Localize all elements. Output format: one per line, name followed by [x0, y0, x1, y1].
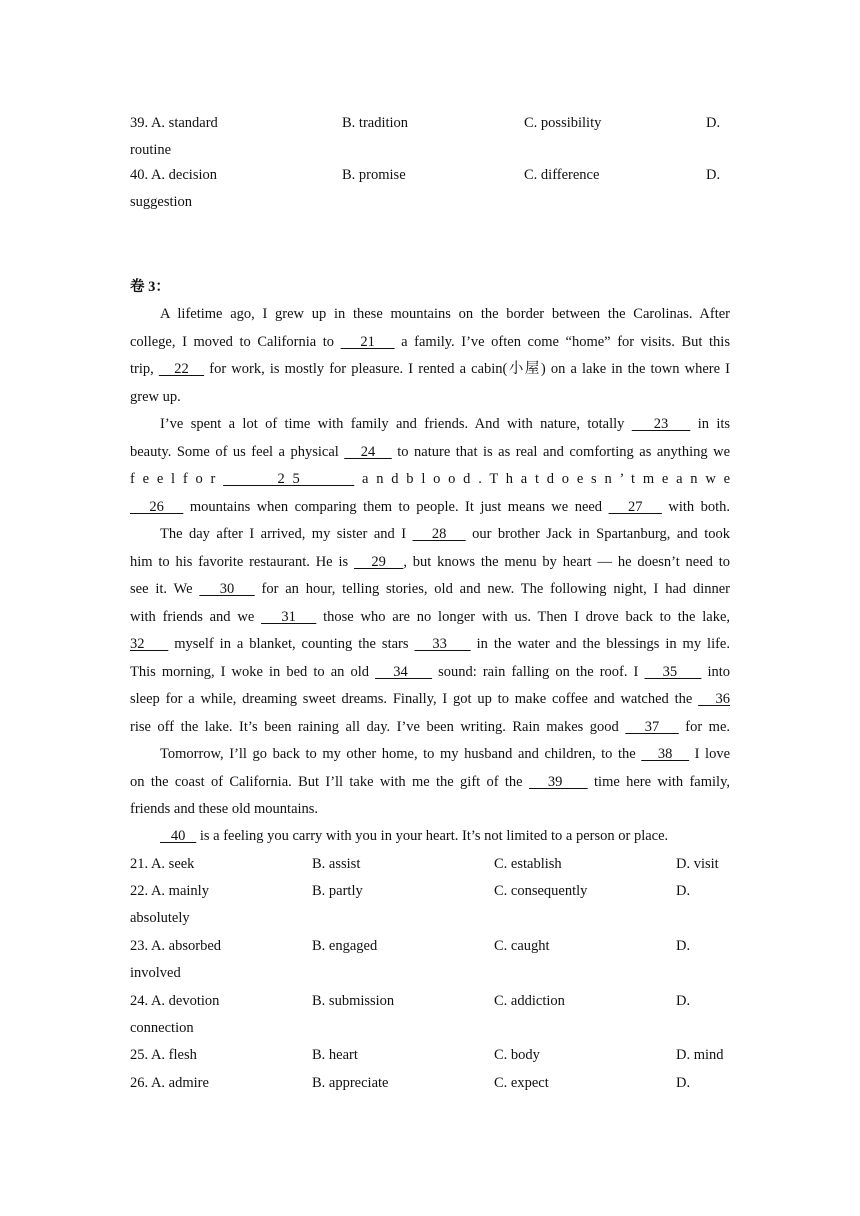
passage-line: him to his favorite restaurant. He is 29 , but knows the menu by heart — he doesn’t need to [130, 554, 731, 570]
option-26-d: D. [676, 1075, 691, 1091]
option-24-d-text: connection [130, 1020, 194, 1036]
option-21-d: D. visit [676, 856, 719, 872]
passage-line: f e e l f o r 2 5 a n d b l o o d . T h a t d o e s n ’ t m e a n w e [130, 471, 731, 487]
option-25-b: B. heart [312, 1047, 358, 1063]
blank-24: 24 [344, 444, 392, 460]
blank-23: 23 [631, 416, 691, 432]
option-40-d-text: suggestion [130, 194, 193, 210]
blank-36: 36 [698, 691, 731, 707]
blank-39: 39 [528, 774, 588, 790]
passage-line: I’ve spent a lot of time with family and friends. And with nature, totally 23 in its [160, 416, 731, 432]
blank-32: 32 [130, 636, 169, 652]
passage-line: This morning, I woke in bed to an old 34 sound: rain falling on the roof. I 35 into [130, 664, 731, 680]
option-23-d: D. [676, 938, 691, 954]
blank-33: 33 [414, 636, 471, 652]
passage-line: college, I moved to California to 21 a family. I’ve often come “home” for visits. But this [130, 334, 730, 350]
option-40-c: C. difference [524, 167, 600, 183]
blank-31: 31 [261, 609, 317, 625]
passage-line: see it. We 30 for an hour, telling stories, old and new. The following night, I had dinner [130, 581, 730, 597]
option-39-d-text: routine [130, 142, 172, 158]
option-39-c: C. possibility [524, 115, 602, 131]
blank-40: 40 [160, 828, 197, 844]
option-40-d: D. [706, 167, 721, 183]
option-23-b: B. engaged [312, 938, 378, 954]
blank-28: 28 [412, 526, 466, 542]
option-39-a: 39. A. standard [130, 115, 218, 131]
option-21-a: 21. A. seek [130, 856, 195, 872]
passage-line: Tomorrow, I’ll go back to my other home, to my husband and children, to the 38 I love [160, 746, 731, 762]
option-26-a: 26. A. admire [130, 1075, 209, 1091]
option-40-a: 40. A. decision [130, 167, 217, 183]
blank-37: 37 [625, 719, 679, 735]
option-40-b: B. promise [342, 167, 406, 183]
section-title: 卷 3： [130, 279, 170, 295]
option-22-d: D. [676, 883, 691, 899]
blank-35: 35 [644, 664, 702, 680]
blank-27: 27 [608, 499, 662, 515]
option-23-d-text: involved [130, 965, 181, 981]
option-26-c: C. expect [494, 1075, 549, 1091]
option-23-a: 23. A. absorbed [130, 938, 222, 954]
blank-22: 22 [158, 361, 205, 377]
passage-line: trip, 22 for work, is mostly for pleasure. I rented a cabin(小屋) on a lake in the town where I [130, 361, 731, 377]
option-21-c: C. establish [494, 856, 562, 872]
passage-line: on the coast of California. But I’ll take with me the gift of the 39 time here with family, [130, 774, 731, 790]
passage-line: A lifetime ago, I grew up in these mountains on the border between the Carolinas. After [160, 306, 730, 322]
option-25-d: D. mind [676, 1047, 724, 1063]
option-25-c: C. body [494, 1047, 540, 1063]
option-21-b: B. assist [312, 856, 361, 872]
blank-29: 29 [353, 554, 404, 570]
blank-21: 21 [340, 334, 395, 350]
option-22-d-text: absolutely [130, 910, 190, 926]
option-39-d: D. [706, 115, 721, 131]
option-23-c: C. caught [494, 938, 550, 954]
passage-line: with friends and we 31 those who are no longer with us. Then I drove back to the lake, [130, 609, 731, 625]
blank-25: 2 5 [223, 471, 355, 487]
option-22-b: B. partly [312, 883, 363, 899]
blank-26: 26 [130, 499, 184, 515]
option-25-a: 25. A. flesh [130, 1047, 197, 1063]
passage-line: sleep for a while, dreaming sweet dreams. Finally, I got up to make coffee and watched the 36 [130, 691, 731, 707]
passage-line: The day after I arrived, my sister and I 28 our brother Jack in Spartanburg, and took [160, 526, 731, 542]
option-24-a: 24. A. devotion [130, 993, 220, 1009]
option-39-b: B. tradition [342, 115, 409, 131]
blank-30: 30 [199, 581, 255, 597]
option-24-d: D. [676, 993, 691, 1009]
option-24-c: C. addiction [494, 993, 565, 1009]
option-24-b: B. submission [312, 993, 395, 1009]
option-26-b: B. appreciate [312, 1075, 389, 1091]
blank-38: 38 [641, 746, 690, 762]
passage-line: grew up. [130, 389, 181, 405]
passage-line: 26 mountains when comparing them to people. It just means we need 27 with both. [130, 499, 731, 515]
passage-line: 40 is a feeling you carry with you in your heart. It’s not limited to a person or place. [160, 828, 669, 844]
option-22-c: C. consequently [494, 883, 588, 899]
passage-line: rise off the lake. It’s been raining all day. I’ve been writing. Rain makes good 37 for me. [130, 719, 731, 735]
blank-34: 34 [375, 664, 433, 680]
passage-line: friends and these old mountains. [130, 801, 319, 817]
option-22-a: 22. A. mainly [130, 883, 209, 899]
passage-line: 32 myself in a blanket, counting the stars 33 in the water and the blessings in my life. [130, 636, 730, 652]
passage-line: beauty. Some of us feel a physical 24 to nature that is as real and comforting as anything we [130, 444, 731, 460]
